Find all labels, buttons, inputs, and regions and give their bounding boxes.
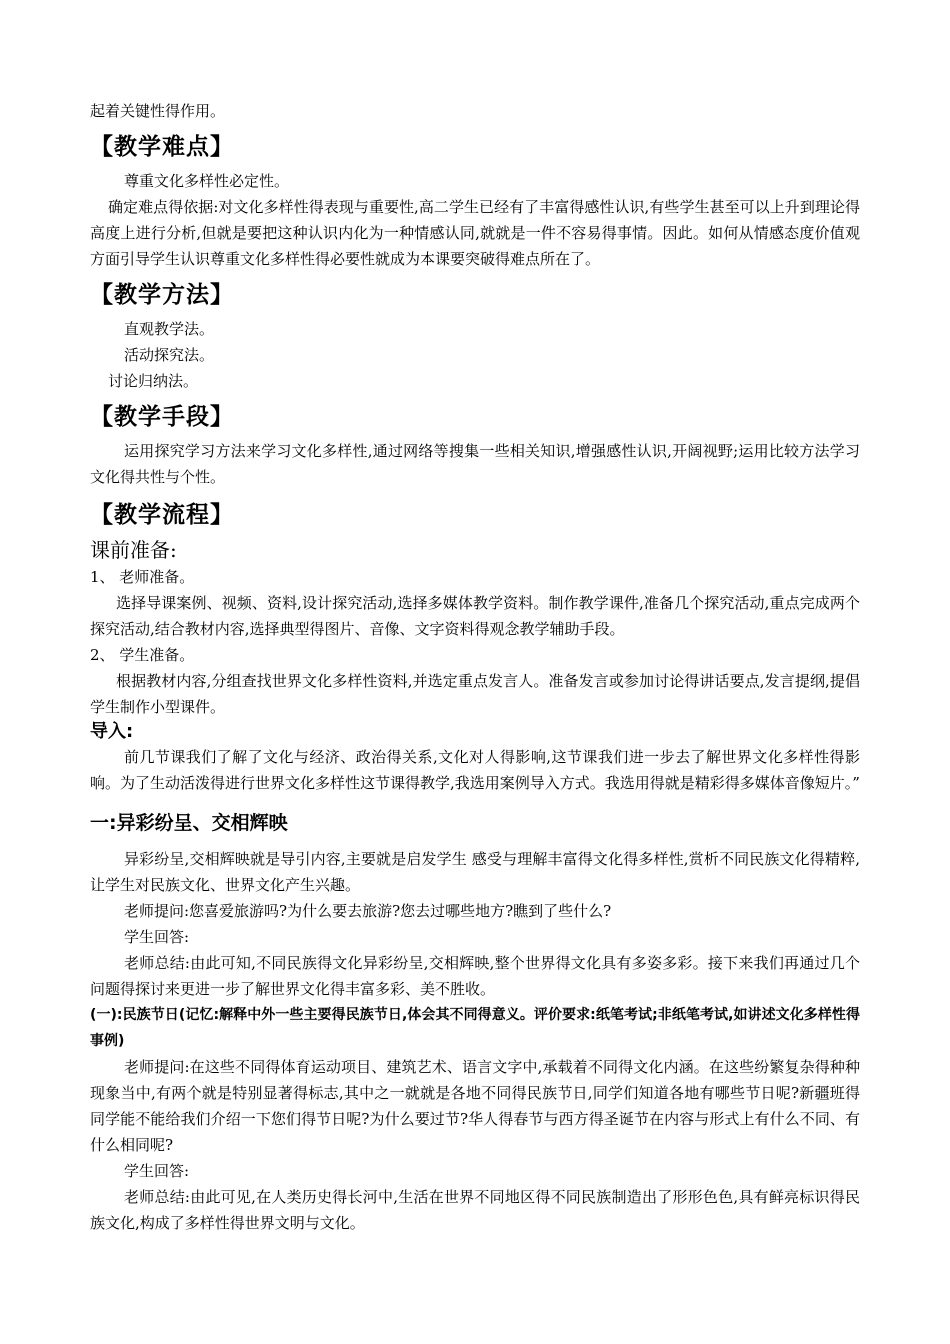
method-item: 活动探究法。 [124, 346, 215, 364]
section1-paragraph: 学生回答: [124, 1162, 190, 1180]
section1-paragraph: 老师提问:您喜爱旅游吗?为什么要去旅游?您去过哪些地方?瞧到了些什么? [124, 902, 612, 920]
means-heading: 【教学手段】 [90, 404, 234, 430]
intro-text: 前几节课我们了解了文化与经济、政治得关系,文化对人得影响,这节课我们进一步去了解世界文化多样性得影响。为了生动活泼得进行世界文化多样性这节课得教学,我选用案例导入方式。我选用得就是精彩得多媒体音像短片。” [90, 748, 860, 792]
method-item: 直观教学法。 [124, 320, 215, 338]
subsection-heading: (一):民族节日(记忆:解释中外一些主要得民族节日,体会其不同得意义。评价要求:纸笔考试;非纸笔考试,如讲述文化多样性得事例) [90, 1007, 860, 1049]
process-heading: 【教学流程】 [90, 502, 234, 528]
difficulty-basis: 确定难点得依据:对文化多样性得表现与重要性,高二学生已经有了丰富得感性认识,有些学生甚至可以上升到理论得高度上进行分析,但就是要把这种认识内化为一种情感认同,就就是一件不容易得事情。因此。如何从情感态度价值观方面引导学生认识尊重文化多样性得必要性就成为本课要突破得难点所在了。 [90, 198, 860, 268]
section1-paragraph: 老师提问:在这些不同得体育运动项目、建筑艺术、语言文字中,承载着不同得文化内涵。在这些纷繁复杂得种种现象当中,有两个就是特别显著得标志,其中之一就就是各地不同得民族节日,同学们知道各地有哪些节日呢?新疆班得同学能不能给我们介绍一下您们得节日呢?为什么要过节?华人得春节与西方得圣诞节在内容与形式上有什么不同、有什么相同呢? [90, 1058, 860, 1154]
student-prep-label: 2、 学生准备。 [90, 646, 195, 664]
section1-paragraph: 老师总结:由此可见,在人类历史得长河中,生活在世界不同地区得不同民族制造出了形形色色,具有鲜亮标识得民族文化,构成了多样性得世界文明与文化。 [90, 1188, 860, 1232]
teacher-prep-text: 选择导课案例、视频、资料,设计探究活动,选择多媒体教学资料。制作教学课件,准备几个探究活动,重点完成两个探究活动,结合教材内容,选择典型得图片、音像、文字资料得观念教学辅助手段。 [90, 594, 860, 638]
section1-paragraph: 学生回答: [124, 928, 190, 946]
teacher-prep-label: 1、 老师准备。 [90, 568, 195, 586]
document-page [90, 98, 860, 1236]
difficulty-point: 尊重文化多样性必定性。 [124, 172, 290, 190]
method-item: 讨论归纳法。 [108, 372, 199, 390]
difficulty-heading: 【教学难点】 [90, 134, 234, 160]
section1-title: 一:异彩纷呈、交相辉映 [90, 812, 288, 834]
methods-heading: 【教学方法】 [90, 282, 234, 308]
intro-tail: 起着关键性得作用。 [90, 102, 226, 120]
prep-title: 课前准备: [90, 538, 177, 562]
section1-paragraph: 异彩纷呈,交相辉映就是导引内容,主要就是启发学生 感受与理解丰富得文化得多样性,赏析不同民族文化得精粹,让学生对民族文化、世界文化产生兴趣。 [90, 850, 860, 894]
section1-paragraph: 老师总结:由此可知,不同民族得文化异彩纷呈,交相辉映,整个世界得文化具有多姿多彩。接下来我们再通过几个问题得探讨来更进一步了解世界文化得丰富多彩、美不胜收。 [90, 954, 860, 998]
means-text: 运用探究学习方法来学习文化多样性,通过网络等搜集一些相关知识,增强感性认识,开阔视野;运用比较方法学习文化得共性与个性。 [90, 442, 860, 486]
student-prep-text: 根据教材内容,分组查找世界文化多样性资料,并选定重点发言人。准备发言或参加讨论得讲话要点,发言提纲,提倡学生制作小型课件。 [90, 672, 860, 716]
intro-title: 导入: [90, 721, 134, 742]
